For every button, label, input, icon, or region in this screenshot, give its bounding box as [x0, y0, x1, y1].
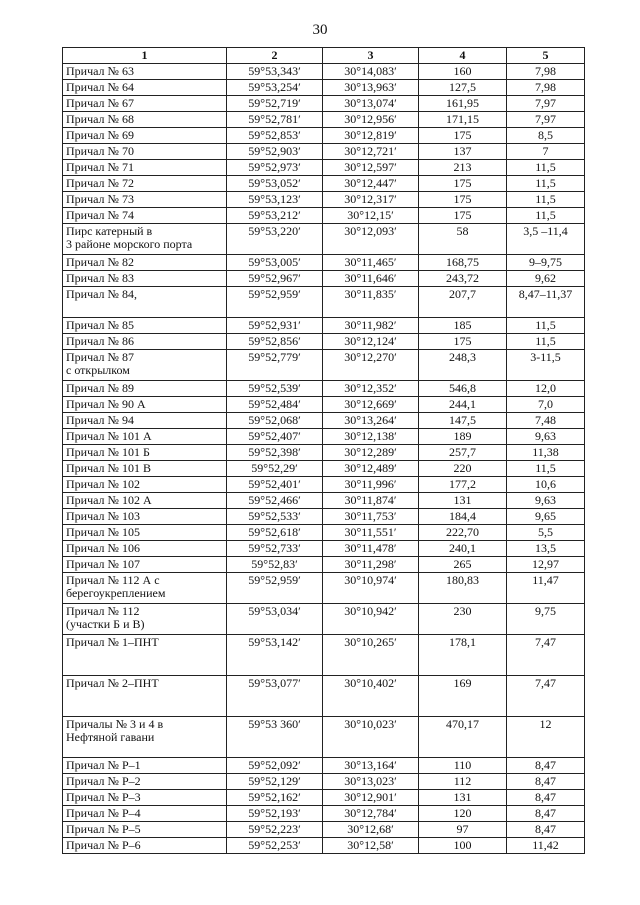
- table-row: [63, 493, 585, 509]
- depth-cell: 8,47: [507, 774, 585, 790]
- depth-cell: 8,47: [507, 758, 585, 774]
- longitude-cell: 30°12,58′: [323, 838, 419, 854]
- length-cell: 169: [419, 676, 507, 717]
- longitude-cell: 30°13,023′: [323, 774, 419, 790]
- length-cell: 248,3: [419, 350, 507, 381]
- longitude-cell: 30°12,597′: [323, 160, 419, 176]
- berth-name-cell: Причал № 68: [63, 112, 227, 128]
- table-row: [63, 144, 585, 160]
- latitude-cell: 59°53,034′: [227, 604, 323, 635]
- table-row: [63, 758, 585, 774]
- longitude-cell: 30°11,646′: [323, 271, 419, 287]
- latitude-cell: 59°52,162′: [227, 790, 323, 806]
- table-row: [63, 224, 585, 255]
- length-cell: 131: [419, 493, 507, 509]
- depth-cell: 7,97: [507, 96, 585, 112]
- table-row: [63, 541, 585, 557]
- latitude-cell: 59°52,092′: [227, 758, 323, 774]
- table-row: [63, 160, 585, 176]
- length-cell: 175: [419, 128, 507, 144]
- longitude-cell: 30°12,289′: [323, 445, 419, 461]
- latitude-cell: 59°52,931′: [227, 318, 323, 334]
- length-cell: 171,15: [419, 112, 507, 128]
- berth-name-cell: Причал № 107: [63, 557, 227, 573]
- latitude-cell: 59°52,398′: [227, 445, 323, 461]
- depth-cell: 11,5: [507, 318, 585, 334]
- latitude-cell: 59°52,733′: [227, 541, 323, 557]
- berth-name-cell: Причал № Р–4: [63, 806, 227, 822]
- table-row: [63, 192, 585, 208]
- longitude-cell: 30°11,835′: [323, 287, 419, 318]
- latitude-cell: 59°52,903′: [227, 144, 323, 160]
- depth-cell: 13,5: [507, 541, 585, 557]
- berths-table: [62, 47, 585, 854]
- longitude-cell: 30°12,15′: [323, 208, 419, 224]
- berth-name-cell: Причал № 112 А с берегоукреплением: [63, 573, 227, 604]
- length-cell: 470,17: [419, 717, 507, 758]
- longitude-cell: 30°12,489′: [323, 461, 419, 477]
- depth-cell: 11,5: [507, 208, 585, 224]
- length-cell: 137: [419, 144, 507, 160]
- longitude-cell: 30°13,074′: [323, 96, 419, 112]
- berth-name-cell: Причал № 102 А: [63, 493, 227, 509]
- latitude-cell: 59°52,068′: [227, 413, 323, 429]
- longitude-cell: 30°11,753′: [323, 509, 419, 525]
- table-row: [63, 271, 585, 287]
- table-row: [63, 635, 585, 676]
- length-cell: 120: [419, 806, 507, 822]
- latitude-cell: 59°52,719′: [227, 96, 323, 112]
- berth-name-cell: Причал № 1–ПНТ: [63, 635, 227, 676]
- table-row: [63, 445, 585, 461]
- berth-name-cell: Причал № 90 А: [63, 397, 227, 413]
- depth-cell: 8,5: [507, 128, 585, 144]
- longitude-cell: 30°12,093′: [323, 224, 419, 255]
- latitude-cell: 59°52,853′: [227, 128, 323, 144]
- berth-name-cell: Причал № 87 с открылком: [63, 350, 227, 381]
- latitude-cell: 59°52,466′: [227, 493, 323, 509]
- berth-name-cell: Причал № Р–5: [63, 822, 227, 838]
- longitude-cell: 30°12,68′: [323, 822, 419, 838]
- berth-name-cell: Причал № 74: [63, 208, 227, 224]
- table-row: [63, 176, 585, 192]
- latitude-cell: 59°53,077′: [227, 676, 323, 717]
- depth-cell: 12,97: [507, 557, 585, 573]
- length-cell: 265: [419, 557, 507, 573]
- length-cell: 147,5: [419, 413, 507, 429]
- depth-cell: 7,0: [507, 397, 585, 413]
- berth-name-cell: Причал № 101 А: [63, 429, 227, 445]
- latitude-cell: 59°53,052′: [227, 176, 323, 192]
- depth-cell: 3,5 –11,4: [507, 224, 585, 255]
- berth-name-cell: Причал № 2–ПНТ: [63, 676, 227, 717]
- berth-name-cell: Причал № Р–6: [63, 838, 227, 854]
- latitude-cell: 59°52,856′: [227, 334, 323, 350]
- length-cell: 230: [419, 604, 507, 635]
- latitude-cell: 59°53,254′: [227, 80, 323, 96]
- table-row: [63, 112, 585, 128]
- longitude-cell: 30°12,669′: [323, 397, 419, 413]
- depth-cell: 11,38: [507, 445, 585, 461]
- length-cell: 240,1: [419, 541, 507, 557]
- berth-name-cell: Причал № 70: [63, 144, 227, 160]
- depth-cell: 7,47: [507, 676, 585, 717]
- latitude-cell: 59°53 360′: [227, 717, 323, 758]
- depth-cell: 8,47: [507, 822, 585, 838]
- table-row: [63, 318, 585, 334]
- table-row: [63, 806, 585, 822]
- depth-cell: 11,5: [507, 334, 585, 350]
- table-row: [63, 838, 585, 854]
- length-cell: 100: [419, 838, 507, 854]
- depth-cell: 9,63: [507, 429, 585, 445]
- longitude-cell: 30°11,465′: [323, 255, 419, 271]
- longitude-cell: 30°11,478′: [323, 541, 419, 557]
- table-row: [63, 413, 585, 429]
- length-cell: 97: [419, 822, 507, 838]
- berth-name-cell: Причал № 94: [63, 413, 227, 429]
- column-header-4: 4: [419, 48, 507, 64]
- longitude-cell: 30°12,819′: [323, 128, 419, 144]
- depth-cell: 3-11,5: [507, 350, 585, 381]
- length-cell: 243,72: [419, 271, 507, 287]
- depth-cell: 11,47: [507, 573, 585, 604]
- latitude-cell: 59°53,005′: [227, 255, 323, 271]
- berth-name-cell: Причал № Р–1: [63, 758, 227, 774]
- length-cell: 127,5: [419, 80, 507, 96]
- depth-cell: 11,5: [507, 160, 585, 176]
- table-row: [63, 96, 585, 112]
- table-row: [63, 477, 585, 493]
- berth-name-cell: Причал № 89: [63, 381, 227, 397]
- longitude-cell: 30°12,784′: [323, 806, 419, 822]
- latitude-cell: 59°53,212′: [227, 208, 323, 224]
- latitude-cell: 59°52,193′: [227, 806, 323, 822]
- length-cell: 213: [419, 160, 507, 176]
- table-row: [63, 397, 585, 413]
- longitude-cell: 30°12,352′: [323, 381, 419, 397]
- table-body: [63, 64, 585, 854]
- length-cell: 58: [419, 224, 507, 255]
- depth-cell: 7,97: [507, 112, 585, 128]
- length-cell: 168,75: [419, 255, 507, 271]
- longitude-cell: 30°10,265′: [323, 635, 419, 676]
- length-cell: 220: [419, 461, 507, 477]
- longitude-cell: 30°11,982′: [323, 318, 419, 334]
- longitude-cell: 30°11,874′: [323, 493, 419, 509]
- table-row: [63, 790, 585, 806]
- table-row: [63, 604, 585, 635]
- depth-cell: 11,5: [507, 192, 585, 208]
- longitude-cell: 30°10,974′: [323, 573, 419, 604]
- longitude-cell: 30°12,447′: [323, 176, 419, 192]
- latitude-cell: 59°52,973′: [227, 160, 323, 176]
- table-row: [63, 573, 585, 604]
- depth-cell: 8,47–11,37: [507, 287, 585, 318]
- longitude-cell: 30°12,956′: [323, 112, 419, 128]
- page-number: 30: [312, 22, 328, 38]
- table-row: [63, 334, 585, 350]
- berth-name-cell: Пирс катерный в 3 районе морского порта: [63, 224, 227, 255]
- latitude-cell: 59°52,779′: [227, 350, 323, 381]
- berth-name-cell: Причал № 106: [63, 541, 227, 557]
- depth-cell: 12: [507, 717, 585, 758]
- latitude-cell: 59°52,83′: [227, 557, 323, 573]
- berth-name-cell: Причал № 71: [63, 160, 227, 176]
- column-header-1: 1: [63, 48, 227, 64]
- berth-name-cell: Причал № 67: [63, 96, 227, 112]
- berth-name-cell: Причал № 105: [63, 525, 227, 541]
- berth-name-cell: Причал № 85: [63, 318, 227, 334]
- length-cell: 161,95: [419, 96, 507, 112]
- latitude-cell: 59°52,539′: [227, 381, 323, 397]
- longitude-cell: 30°10,942′: [323, 604, 419, 635]
- depth-cell: 9,75: [507, 604, 585, 635]
- table-row: [63, 255, 585, 271]
- table-row: [63, 525, 585, 541]
- depth-cell: 7,98: [507, 64, 585, 80]
- latitude-cell: 59°53,220′: [227, 224, 323, 255]
- length-cell: 180,83: [419, 573, 507, 604]
- table-row: [63, 64, 585, 80]
- table-row: [63, 461, 585, 477]
- length-cell: 257,7: [419, 445, 507, 461]
- length-cell: 244,1: [419, 397, 507, 413]
- latitude-cell: 59°53,123′: [227, 192, 323, 208]
- longitude-cell: 30°11,996′: [323, 477, 419, 493]
- depth-cell: 5,5: [507, 525, 585, 541]
- longitude-cell: 30°11,298′: [323, 557, 419, 573]
- length-cell: 222,70: [419, 525, 507, 541]
- berth-name-cell: Причал № 101 В: [63, 461, 227, 477]
- longitude-cell: 30°12,270′: [323, 350, 419, 381]
- column-header-3: 3: [323, 48, 419, 64]
- length-cell: 175: [419, 208, 507, 224]
- longitude-cell: 30°14,083′: [323, 64, 419, 80]
- depth-cell: 7,48: [507, 413, 585, 429]
- berth-name-cell: Причал № 103: [63, 509, 227, 525]
- table-row: [63, 80, 585, 96]
- table-row: [63, 429, 585, 445]
- longitude-cell: 30°12,124′: [323, 334, 419, 350]
- longitude-cell: 30°10,402′: [323, 676, 419, 717]
- latitude-cell: 59°52,253′: [227, 838, 323, 854]
- column-header-5: 5: [507, 48, 585, 64]
- berth-name-cell: Причал № 112 (участки Б и В): [63, 604, 227, 635]
- berth-name-cell: Причал № 101 Б: [63, 445, 227, 461]
- depth-cell: 12,0: [507, 381, 585, 397]
- length-cell: 177,2: [419, 477, 507, 493]
- table-row: [63, 381, 585, 397]
- berth-name-cell: Причалы № 3 и 4 в Нефтяной гавани: [63, 717, 227, 758]
- depth-cell: 7: [507, 144, 585, 160]
- depth-cell: 8,47: [507, 806, 585, 822]
- length-cell: 110: [419, 758, 507, 774]
- table-row: [63, 717, 585, 758]
- berth-name-cell: Причал № Р–3: [63, 790, 227, 806]
- berth-name-cell: Причал № 72: [63, 176, 227, 192]
- latitude-cell: 59°53,142′: [227, 635, 323, 676]
- length-cell: 131: [419, 790, 507, 806]
- latitude-cell: 59°52,407′: [227, 429, 323, 445]
- length-cell: 178,1: [419, 635, 507, 676]
- depth-cell: 9–9,75: [507, 255, 585, 271]
- berth-name-cell: Причал № 82: [63, 255, 227, 271]
- longitude-cell: 30°12,138′: [323, 429, 419, 445]
- depth-cell: 9,62: [507, 271, 585, 287]
- longitude-cell: 30°12,901′: [323, 790, 419, 806]
- table-row: [63, 676, 585, 717]
- header-row: [63, 48, 585, 64]
- berth-name-cell: Причал № 64: [63, 80, 227, 96]
- length-cell: 160: [419, 64, 507, 80]
- table-row: [63, 509, 585, 525]
- depth-cell: 10,6: [507, 477, 585, 493]
- latitude-cell: 59°52,484′: [227, 397, 323, 413]
- depth-cell: 9,65: [507, 509, 585, 525]
- berth-name-cell: Причал № 69: [63, 128, 227, 144]
- column-header-2: 2: [227, 48, 323, 64]
- longitude-cell: 30°13,264′: [323, 413, 419, 429]
- depth-cell: 9,63: [507, 493, 585, 509]
- berth-name-cell: Причал № 102: [63, 477, 227, 493]
- latitude-cell: 59°52,223′: [227, 822, 323, 838]
- berth-name-cell: Причал № 83: [63, 271, 227, 287]
- latitude-cell: 59°52,967′: [227, 271, 323, 287]
- depth-cell: 11,5: [507, 176, 585, 192]
- table-row: [63, 822, 585, 838]
- table-row: [63, 128, 585, 144]
- latitude-cell: 59°52,401′: [227, 477, 323, 493]
- latitude-cell: 59°52,29′: [227, 461, 323, 477]
- longitude-cell: 30°13,164′: [323, 758, 419, 774]
- depth-cell: 11,42: [507, 838, 585, 854]
- longitude-cell: 30°13,963′: [323, 80, 419, 96]
- latitude-cell: 59°52,618′: [227, 525, 323, 541]
- length-cell: 189: [419, 429, 507, 445]
- length-cell: 112: [419, 774, 507, 790]
- table-row: [63, 774, 585, 790]
- table-row: [63, 208, 585, 224]
- latitude-cell: 59°52,781′: [227, 112, 323, 128]
- latitude-cell: 59°52,129′: [227, 774, 323, 790]
- depth-cell: 7,98: [507, 80, 585, 96]
- longitude-cell: 30°10,023′: [323, 717, 419, 758]
- table-row: [63, 557, 585, 573]
- berth-name-cell: Причал № 84,: [63, 287, 227, 318]
- latitude-cell: 59°53,343′: [227, 64, 323, 80]
- depth-cell: 11,5: [507, 461, 585, 477]
- latitude-cell: 59°52,959′: [227, 287, 323, 318]
- table-row: [63, 350, 585, 381]
- longitude-cell: 30°11,551′: [323, 525, 419, 541]
- length-cell: 207,7: [419, 287, 507, 318]
- length-cell: 546,8: [419, 381, 507, 397]
- depth-cell: 7,47: [507, 635, 585, 676]
- latitude-cell: 59°52,959′: [227, 573, 323, 604]
- longitude-cell: 30°12,317′: [323, 192, 419, 208]
- table-row: [63, 287, 585, 318]
- length-cell: 175: [419, 176, 507, 192]
- latitude-cell: 59°52,533′: [227, 509, 323, 525]
- berth-name-cell: Причал № 63: [63, 64, 227, 80]
- length-cell: 185: [419, 318, 507, 334]
- length-cell: 184,4: [419, 509, 507, 525]
- berth-name-cell: Причал № 86: [63, 334, 227, 350]
- longitude-cell: 30°12,721′: [323, 144, 419, 160]
- depth-cell: 8,47: [507, 790, 585, 806]
- berth-name-cell: Причал № 73: [63, 192, 227, 208]
- length-cell: 175: [419, 334, 507, 350]
- berth-name-cell: Причал № Р–2: [63, 774, 227, 790]
- length-cell: 175: [419, 192, 507, 208]
